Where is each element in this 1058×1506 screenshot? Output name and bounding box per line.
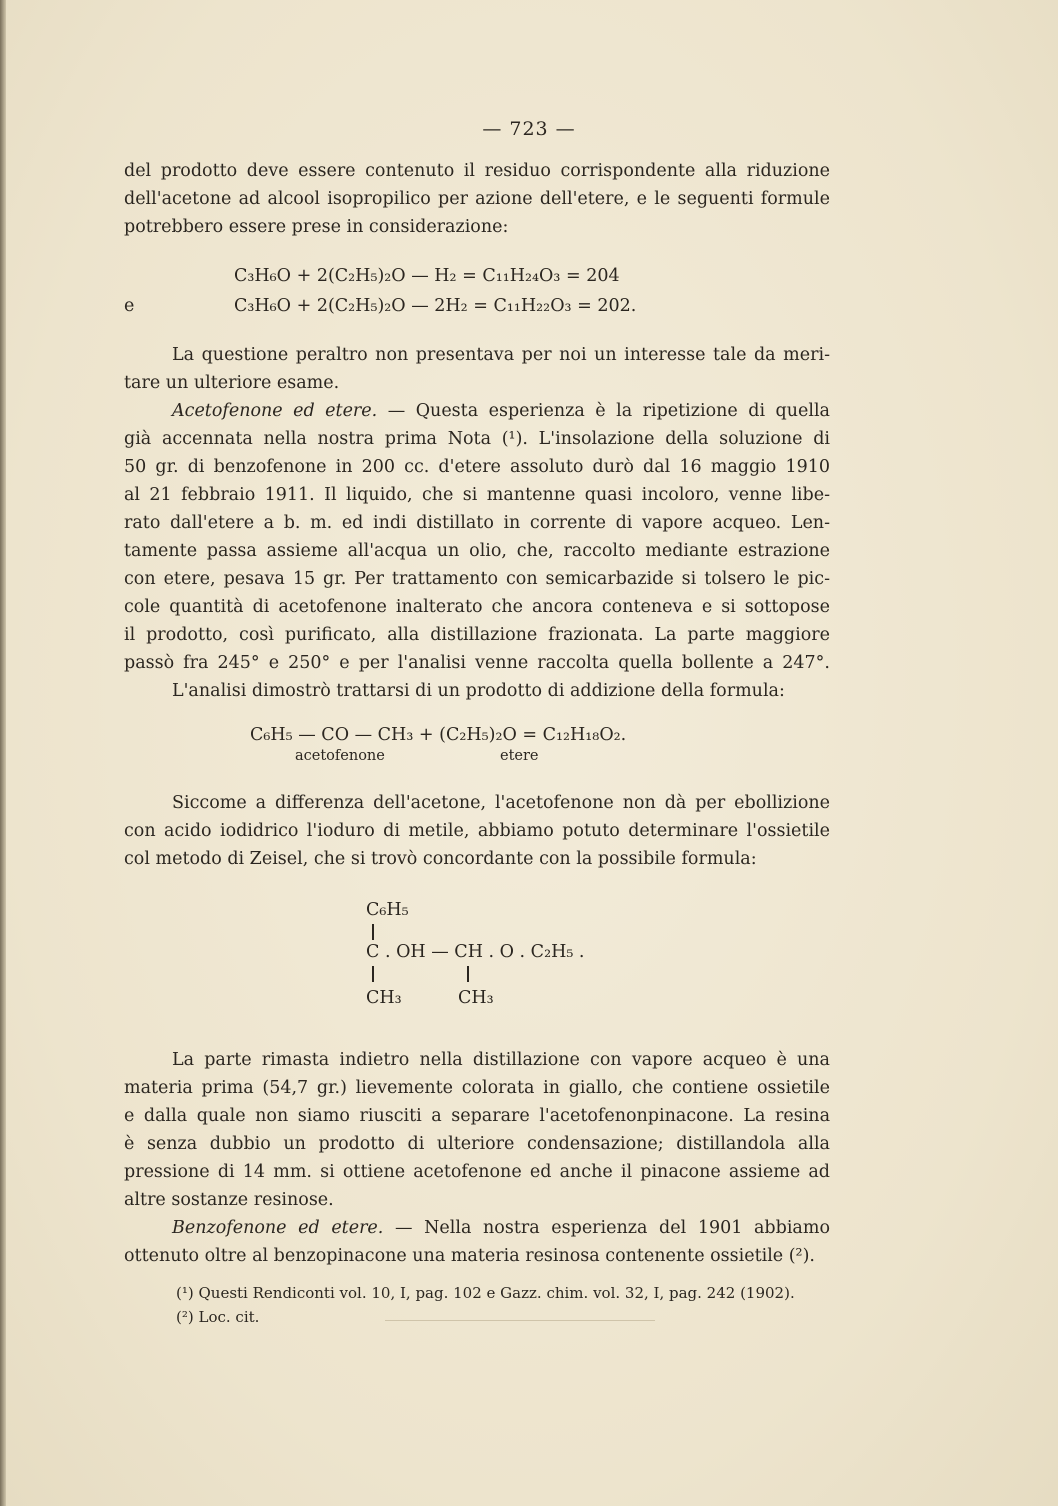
footnote-2: (²) Loc. cit.: [176, 1308, 260, 1326]
text-line: La parte rimasta indietro nella distillazione con vapore acqueo è una: [172, 1050, 830, 1070]
text-line: potrebbero essere prese in considerazione:: [124, 217, 509, 237]
section-heading: Benzofenone ed etere.: [172, 1218, 384, 1238]
text-line: tamente passa assieme all'acqua un olio, che, raccolto mediante estrazione: [124, 541, 830, 561]
text-line: è senza dubbio un prodotto di ulteriore condensazione; distillandola alla: [124, 1134, 830, 1154]
structure-bottom-left: CH₃: [366, 988, 402, 1008]
bond-line: [467, 966, 469, 982]
text-line: Acetofenone ed etere. — Questa esperienza è la ripetizione di quella: [172, 401, 830, 421]
text-line: col metodo di Zeisel, che si trovò concordante con la possibile formula:: [124, 849, 757, 869]
text-line: La questione peraltro non presentava per noi un interesse tale da meri-: [172, 345, 830, 365]
text-line: il prodotto, così purificato, alla distillazione frazionata. La parte maggiore: [124, 625, 830, 645]
footnote-1: (¹) Questi Rendiconti vol. 10, I, pag. 102 e Gazz. chim. vol. 32, I, pag. 242 (1902).: [176, 1284, 795, 1302]
structure-bottom-right: CH₃: [458, 988, 494, 1008]
text-line: dell'acetone ad alcool isopropilico per azione dell'etere, e le seguenti formule: [124, 189, 830, 209]
text-line: rato dall'etere a b. m. ed indi distillato in corrente di vapore acqueo. Len-: [124, 513, 830, 533]
structure-middle: C . OH — CH . O . C₂H₅ .: [366, 942, 585, 962]
section-heading: Acetofenone ed etere.: [172, 401, 378, 421]
formula-label-etere: etere: [500, 748, 539, 764]
formula-acetofenone: C₆H₅ — CO — CH₃ + (C₂H₅)₂O = C₁₂H₁₈O₂.: [250, 725, 627, 745]
page-edge-shadow: [0, 0, 6, 1506]
text-line: Siccome a differenza dell'acetone, l'acetofenone non dà per ebollizione: [172, 793, 830, 813]
text-line: altre sostanze resinose.: [124, 1190, 334, 1210]
text-line: con acido iodidrico l'ioduro di metile, abbiamo potuto determinare l'ossietile: [124, 821, 830, 841]
formula-line-1: C₃H₆O + 2(C₂H₅)₂O — H₂ = C₁₁H₂₄O₃ = 204: [234, 266, 620, 286]
text-line: con etere, pesava 15 gr. Per trattamento con semicarbazide si tolsero le pic-: [124, 569, 830, 589]
footnote-divider: [385, 1320, 655, 1321]
page-number: — 723 —: [482, 118, 576, 140]
text-line: passò fra 245° e 250° e per l'analisi venne raccolta quella bollente a 247°.: [124, 653, 830, 673]
formula-prefix: e: [124, 296, 135, 316]
bond-line: [372, 966, 374, 982]
text-line: tare un ulteriore esame.: [124, 373, 340, 393]
text-line: 50 gr. di benzofenone in 200 cc. d'etere assoluto durò dal 16 maggio 1910: [124, 457, 830, 477]
text-line: cole quantità di acetofenone inalterato che ancora conteneva e si sottopose: [124, 597, 830, 617]
text-line: Benzofenone ed etere. — Nella nostra esperienza del 1901 abbiamo: [172, 1218, 830, 1238]
text-line: pressione di 14 mm. si ottiene acetofenone ed anche il pinacone assieme ad: [124, 1162, 830, 1182]
text-line: materia prima (54,7 gr.) lievemente colorata in giallo, che contiene ossietile: [124, 1078, 830, 1098]
text-line: ottenuto oltre al benzopinacone una materia resinosa contenente ossietile (²).: [124, 1246, 815, 1266]
text-line: del prodotto deve essere contenuto il residuo corrispondente alla riduzione: [124, 161, 830, 181]
structure-top: C₆H₅: [366, 900, 409, 920]
text-line: L'analisi dimostrò trattarsi di un prodotto di addizione della formula:: [172, 681, 785, 701]
formula-line-2: C₃H₆O + 2(C₂H₅)₂O — 2H₂ = C₁₁H₂₂O₃ = 202.: [234, 296, 637, 316]
text-line: al 21 febbraio 1911. Il liquido, che si mantenne quasi incoloro, venne libe-: [124, 485, 830, 505]
formula-label-acetofenone: acetofenone: [295, 748, 385, 764]
text-line: e dalla quale non siamo riusciti a separare l'acetofenonpinacone. La resina: [124, 1106, 830, 1126]
text-line: già accennata nella nostra prima Nota (¹). L'insolazione della soluzione di: [124, 429, 830, 449]
